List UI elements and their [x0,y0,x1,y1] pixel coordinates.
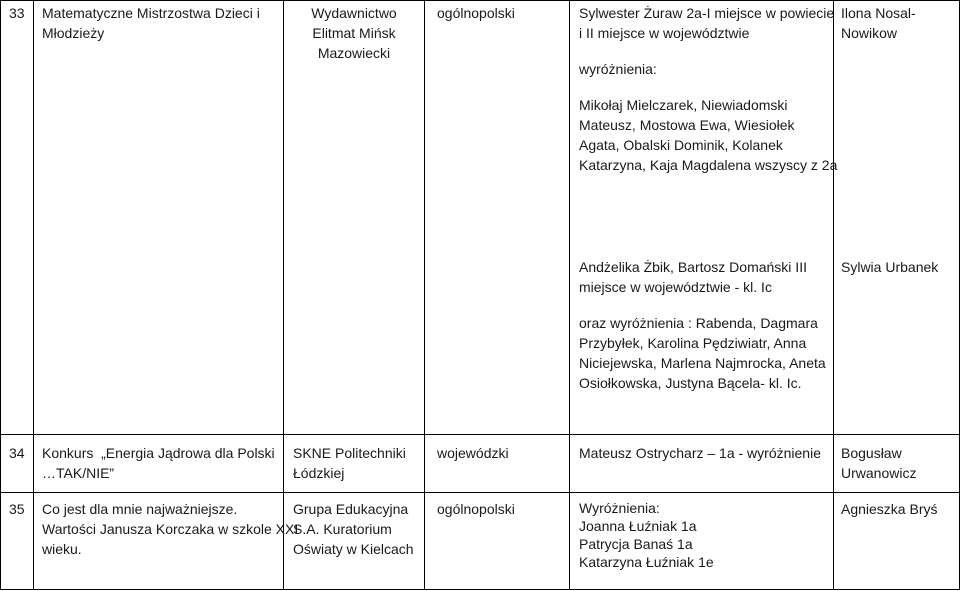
teacher: Sylwia Urbanek [841,259,939,275]
competition-level: ogólnopolski [437,5,515,21]
result-line: Przybyłek, Karolina Pędziwiatr, Anna [579,335,807,351]
competition-name [42,499,298,559]
organizer-line: Mazowiecki [317,45,391,61]
organizer [293,443,406,483]
competition-level: wojewódzki [437,445,509,461]
result-line: oraz wyróżnienia : Rabenda, Dagmara [579,315,818,331]
organizer-line: Grupa Edukacyjna [293,501,409,517]
organizer-line: SKNE Politechniki [293,445,406,461]
result-line: miejsce w województwie - kl. Ic [579,279,772,295]
result-line: Patrycja Banaś 1a [579,536,693,552]
organizer-line: S.A. Kuratorium [293,521,392,537]
teacher-line: Nowikow [841,25,898,41]
teacher [841,3,916,43]
row-number: 35 [9,501,25,517]
organizer-line: Oświaty w Kielcach [293,541,414,557]
results [579,499,714,571]
result-line: Wyróżnienia: [579,500,660,516]
competition-name [42,443,275,483]
teacher-line: Ilona Nosal- [841,5,916,21]
result-line: Andżelika Żbik, Bartosz Domański III [579,259,807,275]
row-divider [0,434,960,435]
organizer-line: Elitmat Mińsk [312,25,396,41]
row-number: 33 [9,5,25,21]
competition-name [42,3,260,43]
competition-name-line: Młodzieży [42,25,105,41]
results [579,257,826,393]
result-line: Niciejewska, Marlena Najmrocka, Aneta [579,355,826,371]
competition-name-line: Wartości Janusza Korczaka w szkole XXI [42,521,299,537]
column-divider [33,0,34,590]
column-divider [569,0,570,590]
competition-name-line: …TAK/NIE” [42,465,115,481]
column-divider [424,0,425,590]
competition-name-line: Co jest dla mnie najważniejsze. [42,501,238,517]
table-border-left [0,0,1,590]
row-number: 34 [9,445,25,461]
competition-name-line: Matematyczne Mistrzostwa Dzieci i [42,5,260,21]
result-line: Joanna Łuźniak 1a [579,518,697,534]
result-line: Osiołkowska, Justyna Bącela- kl. Ic. [579,375,802,391]
result-line: i II miejsce w województwie [579,25,750,41]
result-line: Sylwester Żuraw 2a-I miejsce w powiecie [579,5,835,21]
results [579,443,821,463]
table-border-bottom [0,589,960,590]
result-line: Agata, Obalski Dominik, Kolanek [579,137,783,153]
result-line: Mikołaj Mielczarek, Niewiadomski [579,97,788,113]
teacher-line: Urwanowicz [841,465,917,481]
results [579,3,837,175]
row-divider [0,492,960,493]
organizer-line: Wydawnictwo [311,5,397,21]
organizer [293,499,414,559]
competition-level: ogólnopolski [437,501,515,517]
result-line: Mateusz Ostrycharz – 1a - wyróżnienie [579,445,821,461]
result-line: wyróżnienia: [579,61,657,77]
teacher: Agnieszka Bryś [841,501,938,517]
result-line: Katarzyna Łuźniak 1e [579,554,714,570]
table-border-top [0,0,960,1]
competition-name-line: wieku. [42,541,82,557]
teacher-line: Bogusław [841,445,902,461]
result-line: Mateusz, Mostowa Ewa, Wiesiołek [579,117,795,133]
teacher [841,443,916,483]
result-line: Katarzyna, Kaja Magdalena wszyscy z 2a [579,157,838,173]
competition-name-line: Konkurs „Energia Jądrowa dla Polski [42,445,275,461]
organizer [284,3,424,63]
organizer-line: Łódzkiej [293,465,345,481]
